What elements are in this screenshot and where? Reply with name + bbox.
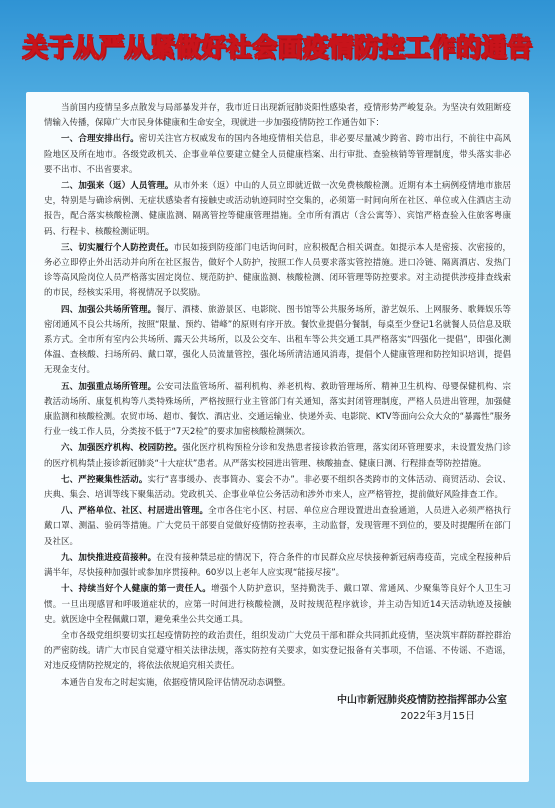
item-7-heading: 七、严控聚集性活动。 — [61, 474, 148, 485]
item-3 — [44, 241, 511, 302]
item-4 — [44, 303, 511, 379]
item-3-text: 市民如接到防疫部门电话询问时，应积极配合相关调查。如提示本人是密接、次密接的，务必立即停止外出活动并向所在社区报告，做好个人防护，按照工作人员要求落实管控措施。进口冷链、隔离酒店、发热门诊等高风险岗位人员严格落实固定岗位、规范防护、健康监测、核酸检测、闭环管理等防控要求。对主动提供涉疫排查线索的市民，经核实采用，将视情况予以奖励。 — [44, 242, 511, 299]
item-8-text: 全市各住宅小区、村居、单位应合理设置进出查验通道，人员进入必须严格执行戴口罩、测温、验码等措施。广大党员干部要自觉做好疫情防控表率，主动监督，发现管理不到位的，要及时提醒所在部门及社区。 — [44, 506, 511, 547]
item-1-text: 密切关注官方权威发布的国内各地疫情相关信息，非必要尽量减少跨省、跨市出行，不前往中高风险地区及所在地市。各级党政机关、企事业单位要建立健全人员健康档案、出行审批、查验核销等管理制度，带头落实非必要不出市、不出省要求。 — [44, 134, 511, 175]
item-2-heading: 二、加强来（返）人员管理。 — [61, 181, 174, 192]
item-10 — [44, 582, 511, 628]
issuer-signature: 中山市新冠肺炎疫情防控指挥部办公室 — [337, 694, 507, 706]
item-4-text: 餐厅、酒楼、旅游景区、电影院、图书馆等公共服务场所，游艺娱乐、上网服务、歌舞娱乐等密闭通风不良公共场所，按照“限量、预约、错峰”的原则有序开放。餐饮业提倡分餐制，每桌至少登记1名就餐人员信息及联系方式。全市所有室内公共场所、露天公共场所，以及公交车、出租车等公共交通工具严格落实“四强化一提倡”，即强化测体温、查核酸、扫场所码、戴口罩，强化人员流量管控，强化场所清洁通风消毒，提倡个人健康管理和防控知识培训，提倡无现金支付。 — [44, 304, 511, 376]
item-5 — [44, 380, 511, 441]
item-8-heading: 八、严格单位、社区、村居进出管理。 — [61, 506, 209, 517]
item-6 — [44, 441, 511, 471]
item-7 — [44, 473, 511, 503]
item-10-text: 增强个人防护意识，坚持勤洗手、戴口罩、常通风、少聚集等良好个人卫生习惯。一旦出现感冒和呼吸道症状的，应第一时间进行核酸检测，及时按规范程序就诊，并主动告知近14天活动轨迹及接触史。就医途中全程佩戴口罩，避免乘坐公共交通工具。 — [44, 584, 511, 625]
issue-date: 2022年3月15日 — [400, 710, 475, 722]
closing-paragraph: 全市各级党组织要切实扛起疫情防控的政治责任，组织发动广大党员干部和群众共同抓此疫情，坚决筑牢群防群控群治的严密防线。请广大市民自觉遵守相关法律法规，落实防控有关要求，如实登记报备有关事项，不信谣、不传谣、不造谣，对违反疫情防控规定的，将依法依规追究相关责任。 — [44, 630, 511, 672]
item-9-heading: 九、加快推进疫苗接种。 — [61, 552, 157, 563]
item-6-heading: 六、加强医疗机构、校园防控。 — [61, 443, 183, 454]
item-6-text: 强化医疗机构预检分诊和发热患者接诊救治管理，落实闭环管理要求，未设置发热门诊的医疗机构禁止接诊新冠肺炎“十大症状”患者。从严落实校园进出管理、核酸抽查、健康日测、行程排查等防控措施。 — [44, 443, 511, 469]
item-9-text: 在没有接种禁忌症的情况下，符合条件的市民群众应尽快接种新冠病毒疫苗，完成全程接种后满半年，尽快接种加强针或参加序贯接种。60岁以上老年人应实现“能接尽接”。 — [44, 552, 511, 579]
item-5-text: 公安司法监管场所、福利机构、养老机构、救助管理场所、精神卫生机构、母婴保健机构、宗教活动场所、康复机构等八类特殊场所，严格按照行业主管部门有关通知，落实封闭管理制度，严格人员进出管理，加强健康监测和核酸检测。农贸市场、超市、餐饮、酒店业、交通运输业、快递外卖、电影院、KTV等面向公众大众的“暴露性”服务行业一线工作人员，分类按不低于“7天2检”的要求加密核酸检测频次。 — [44, 381, 511, 438]
intro-paragraph: 当前国内疫情呈多点散发与局部暴发并存，我市近日出现新冠肺炎阳性感染者，疫情形势严峻复杂。为坚决有效阻断疫情输入传播，保障广大市民身体健康和生命安全，现就进一步加强疫情防控工作通告如下： — [44, 103, 511, 129]
item-1-heading: 一、合理安排出行。 — [61, 134, 139, 145]
item-2-text: 从市外来（返）中山的人员立即就近做一次免费核酸检测。近期有本土病例疫情地市旅居史，特别是与确诊病例、无症状感染者有接触史或活动轨迹同时空交集的，必须第一时间向所在社区、单位或入住酒店主动报告，配合落实核酸检测、健康监测、隔离管控等健康管理措施。全市所有酒店（含公寓等）、宾馆严格查验入住旅客粤康码、行程卡、核酸检测证明。 — [44, 181, 511, 237]
notice-title: 关于从严从紧做好社会面疫情防控工作的通告 — [22, 33, 533, 62]
item-2 — [44, 179, 511, 240]
item-8 — [44, 504, 511, 550]
validity-paragraph: 本通告自发布之时起实施，依据疫情风险评估情况动态调整。 — [61, 677, 291, 688]
item-1 — [44, 132, 511, 178]
item-3-heading: 三、切实履行个人防控责任。 — [61, 242, 174, 253]
item-7-text: 实行“喜事缓办、丧事简办、宴会不办”。非必要不组织各类跨市的文体活动、商贸活动、会议、庆典、集会、培训等线下聚集活动。党政机关、企事业单位公务活动和涉外市来人，应严格管控，提前做好风险排查工作。 — [44, 474, 511, 501]
item-10-heading: 十、持续当好个人健康的第一责任人。 — [61, 584, 212, 595]
item-4-heading: 四、加强公共场所管理。 — [61, 304, 157, 315]
item-9 — [44, 551, 511, 581]
item-5-heading: 五、加强重点场所管理。 — [61, 381, 157, 392]
header — [0, 0, 555, 92]
notice-body — [26, 92, 529, 782]
